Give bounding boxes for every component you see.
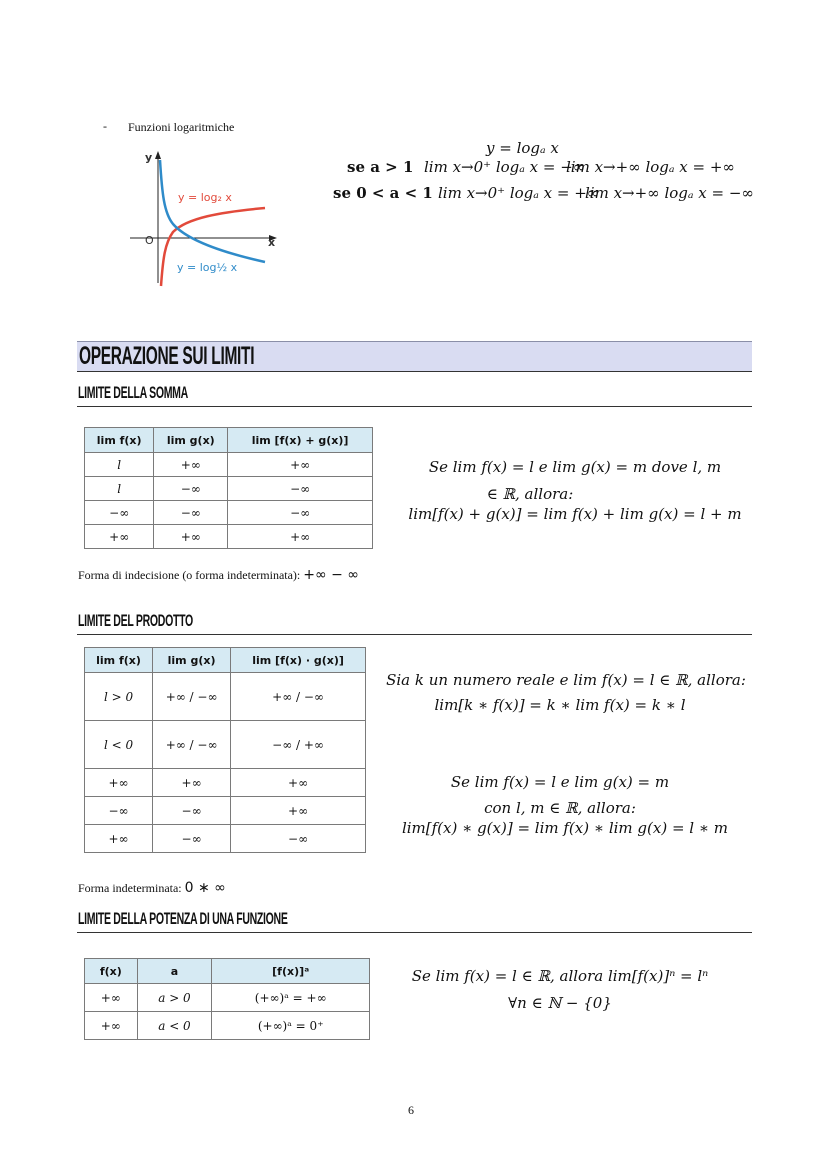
table-cell: +∞: [231, 769, 366, 797]
table-row: [85, 721, 366, 769]
sum-col-header: lim g(x): [154, 428, 228, 453]
table-cell: +∞: [153, 769, 231, 797]
table-cell: l: [85, 477, 154, 501]
sum-col-header: lim [f(x) + g(x)]: [228, 428, 373, 453]
product-rule1-line2: lim[k ∗ f(x)] = k ∗ lim f(x) = k ∗ l: [434, 696, 686, 714]
log-graph: [125, 148, 285, 288]
log-half-curve: [160, 160, 265, 262]
case1-limit1: lim x→0⁺ logₐ x = −∞: [424, 158, 586, 176]
product-heading: LIMITE DEL PRODOTTO: [78, 611, 193, 630]
product-indeterminate: [78, 880, 226, 896]
table-cell: −∞: [85, 501, 154, 525]
log-functions-label: Funzioni logaritmiche: [128, 120, 235, 134]
product-table: [84, 647, 366, 853]
table-cell: −∞ / +∞: [231, 721, 366, 769]
product-indeterminate-value: 0 ∗ ∞: [184, 880, 226, 896]
table-cell: +∞: [154, 453, 228, 477]
table-row: [85, 477, 373, 501]
power-col-header: f(x): [85, 959, 138, 984]
sum-heading-rule: [77, 406, 752, 407]
table-row: [85, 1012, 370, 1040]
sum-rule-line1: Se lim f(x) = l e lim g(x) = m dove l, m: [428, 458, 722, 476]
log2-label: y = log₂ x: [178, 191, 232, 204]
table-cell: −∞: [153, 797, 231, 825]
table-cell: −∞: [85, 797, 153, 825]
table-row: [85, 825, 366, 853]
table-cell: +∞: [85, 525, 154, 549]
y-axis-arrow-icon: [155, 151, 161, 159]
table-cell: +∞: [228, 525, 373, 549]
table-row: [85, 769, 366, 797]
sum-heading: LIMITE DELLA SOMMA: [78, 383, 188, 402]
product-col-header: lim f(x): [85, 648, 153, 673]
case2-limit1: lim x→0⁺ logₐ x = +∞: [438, 184, 600, 202]
case2-limit2: lim x→+∞ logₐ x = −∞: [585, 184, 754, 202]
y-axis-label: y: [145, 151, 153, 164]
product-rule2-line2: con l, m ∈ ℝ, allora:: [484, 799, 636, 817]
origin-label: O: [145, 234, 154, 247]
product-rule1-line1: Sia k un numero reale e lim f(x) = l ∈ ℝ, allora:: [386, 671, 746, 689]
table-cell: l < 0: [85, 721, 153, 769]
table-cell: +∞: [231, 797, 366, 825]
product-col-header: lim [f(x) · g(x)]: [231, 648, 366, 673]
case2-condition: se 0 < a < 1: [333, 184, 433, 202]
table-cell: l > 0: [85, 673, 153, 721]
power-rule-line1: Se lim f(x) = l ∈ ℝ, allora lim[f(x)]ⁿ = lⁿ: [411, 967, 709, 985]
table-cell: +∞ / −∞: [153, 673, 231, 721]
page-number: 6: [408, 1103, 414, 1117]
power-col-header: a: [137, 959, 212, 984]
table-cell: +∞: [85, 769, 153, 797]
table-row: [85, 797, 366, 825]
table-row: [85, 525, 373, 549]
power-col-header: [f(x)]ᵃ: [212, 959, 370, 984]
table-cell: +∞: [85, 1012, 138, 1040]
table-cell: −∞: [153, 825, 231, 853]
table-cell: −∞: [154, 477, 228, 501]
table-cell: l: [85, 453, 154, 477]
table-row: [85, 673, 366, 721]
table-cell: +∞: [85, 984, 138, 1012]
product-rule2-line1: Se lim f(x) = l e lim g(x) = m: [450, 773, 670, 791]
product-indeterminate-label: Forma indeterminata:: [78, 881, 182, 895]
log-half-label: y = log½ x: [177, 261, 238, 274]
power-rule-line2: ∀n ∈ ℕ − {0}: [508, 994, 612, 1012]
table-cell: a < 0: [137, 1012, 212, 1040]
sum-rule-line3: lim[f(x) + g(x)] = lim f(x) + lim g(x) = l + m: [408, 505, 742, 523]
table-cell: +∞: [228, 453, 373, 477]
power-heading: LIMITE DELLA POTENZA DI UNA FUNZIONE: [78, 909, 288, 928]
power-heading-rule: [77, 932, 752, 933]
product-col-header: lim g(x): [153, 648, 231, 673]
sum-rule-line2: ∈ ℝ, allora:: [486, 485, 574, 503]
table-cell: (+∞)ᵃ = +∞: [212, 984, 370, 1012]
table-cell: +∞ / −∞: [231, 673, 366, 721]
case1-condition: se a > 1: [347, 158, 414, 176]
table-row: [85, 501, 373, 525]
table-cell: −∞: [228, 477, 373, 501]
table-row: [85, 984, 370, 1012]
sum-table: [84, 427, 373, 549]
table-cell: a > 0: [137, 984, 212, 1012]
table-cell: −∞: [228, 501, 373, 525]
sum-indeterminate: [78, 567, 359, 583]
sum-col-header: lim f(x): [85, 428, 154, 453]
case1-limit2: lim x→+∞ logₐ x = +∞: [566, 158, 735, 176]
table-cell: −∞: [154, 501, 228, 525]
product-rule2-line3: lim[f(x) ∗ g(x)] = lim f(x) ∗ lim g(x) = l ∗ m: [401, 819, 729, 837]
table-cell: (+∞)ᵃ = 0⁺: [212, 1012, 370, 1040]
log-formula: y = logₐ x: [486, 139, 559, 157]
product-heading-rule: [77, 634, 752, 635]
table-cell: +∞: [85, 825, 153, 853]
main-heading: OPERAZIONE SUI LIMITI: [79, 342, 255, 370]
table-cell: −∞: [231, 825, 366, 853]
power-table: [84, 958, 370, 1040]
sum-indeterminate-label: Forma di indecisione (o forma indeterminata):: [78, 568, 301, 582]
bullet-dash: -: [103, 119, 107, 133]
table-cell: +∞ / −∞: [153, 721, 231, 769]
x-axis-label: x: [268, 236, 276, 249]
table-row: [85, 453, 373, 477]
sum-indeterminate-value: +∞ − ∞: [303, 567, 359, 583]
table-cell: +∞: [154, 525, 228, 549]
